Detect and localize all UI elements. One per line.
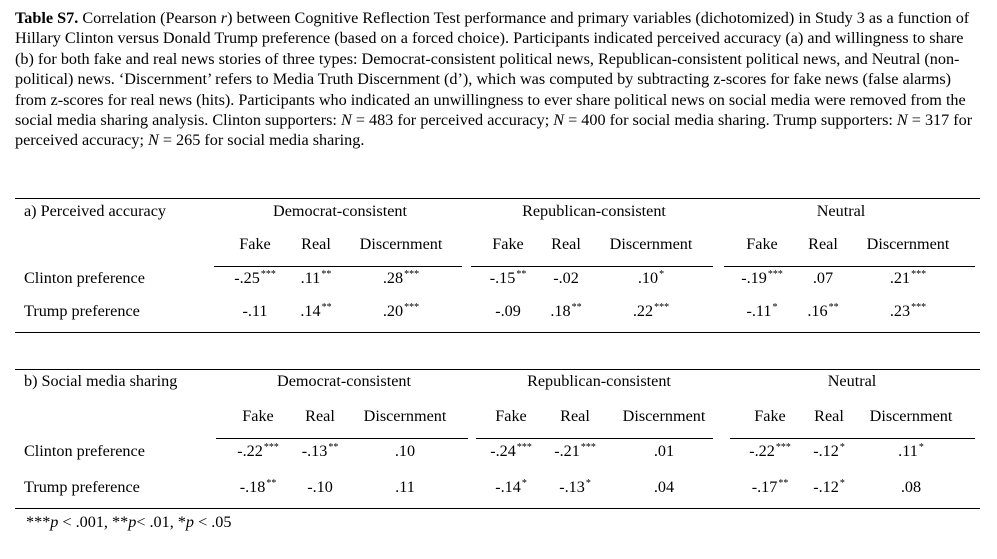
correlation-value: .07 <box>812 269 834 287</box>
correlation-value: -.12 <box>813 442 839 460</box>
correlation-value: .11 <box>395 478 415 496</box>
group-header: Democrat-consistent <box>277 372 411 390</box>
significance-stars: *** <box>404 302 420 313</box>
column-header-discernment: Discernment <box>869 407 953 425</box>
correlation-cell <box>741 268 783 288</box>
significance-stars: *** <box>767 269 783 280</box>
column-header-real: Real <box>551 235 581 253</box>
correlation-value: .10 <box>637 269 659 287</box>
correlation-cell <box>242 301 267 321</box>
correlation-cell <box>490 268 527 288</box>
correlation-value: -.22 <box>237 442 263 460</box>
significance-stars: *** <box>404 269 420 280</box>
correlation-value: -.09 <box>495 302 521 320</box>
significance-stars: ** <box>321 302 332 313</box>
correlation-cell <box>890 268 926 288</box>
table-label: Table S7. <box>15 9 79 27</box>
correlation-value: -.11 <box>746 302 772 320</box>
correlation-cell <box>749 441 791 461</box>
correlation-value: .14 <box>300 302 321 320</box>
correlation-value: .18 <box>550 302 571 320</box>
group-row-rule <box>214 266 462 267</box>
correlation-cell <box>383 301 419 321</box>
significance-stars: * <box>585 478 591 489</box>
column-header-discernment: Discernment <box>359 235 443 253</box>
correlation-cell <box>395 477 415 497</box>
significance-stars: * <box>839 478 845 489</box>
correlation-cell <box>813 441 845 461</box>
correlation-value: .21 <box>889 269 911 287</box>
column-header-real: Real <box>814 407 844 425</box>
correlation-cell <box>654 477 674 497</box>
significance-stars: ** <box>516 269 527 280</box>
column-header-discernment: Discernment <box>609 235 693 253</box>
column-header-discernment: Discernment <box>363 407 447 425</box>
correlation-cell <box>300 301 331 321</box>
correlation-value: -.13 <box>559 478 585 496</box>
correlation-cell <box>638 268 664 288</box>
correlation-value: .20 <box>382 302 404 320</box>
correlation-cell <box>490 441 532 461</box>
group-row-rule <box>216 438 468 439</box>
correlation-cell <box>550 301 581 321</box>
correlation-value: -.19 <box>741 269 767 287</box>
section-top-rule <box>15 369 980 370</box>
significance-stars: *** <box>654 302 670 313</box>
column-header-discernment: Discernment <box>622 407 706 425</box>
row-label: Clinton preference <box>24 269 145 287</box>
significance-stars: * <box>659 269 665 280</box>
group-header: Neutral <box>816 202 866 220</box>
correlation-value: -.12 <box>813 478 839 496</box>
column-header-fake: Fake <box>495 407 527 425</box>
correlation-cell <box>302 441 339 461</box>
correlation-value: -.14 <box>495 478 521 496</box>
correlation-cell <box>240 477 277 497</box>
section-top-rule <box>15 198 980 199</box>
column-header-fake: Fake <box>239 235 271 253</box>
column-header-real: Real <box>301 235 331 253</box>
column-header-real: Real <box>305 407 335 425</box>
group-row-rule <box>730 438 975 439</box>
correlation-value: .28 <box>382 269 404 287</box>
correlation-cell <box>237 441 279 461</box>
correlation-cell <box>898 441 924 461</box>
correlation-cell <box>813 477 845 497</box>
section-bottom-rule <box>15 508 980 509</box>
column-header-fake: Fake <box>746 235 778 253</box>
correlation-cell <box>559 477 591 497</box>
correlation-cell <box>654 441 674 461</box>
correlation-cell <box>890 301 926 321</box>
correlation-cell <box>301 268 332 288</box>
group-row-rule <box>476 438 713 439</box>
significance-stars: ** <box>266 478 277 489</box>
correlation-cell <box>813 268 833 288</box>
correlation-cell <box>495 301 521 321</box>
correlation-value: .16 <box>807 302 828 320</box>
correlation-value: -.24 <box>490 442 516 460</box>
column-header-real: Real <box>808 235 838 253</box>
correlation-value: -.18 <box>239 478 266 496</box>
significance-stars: *** <box>263 442 279 453</box>
correlation-cell <box>234 268 276 288</box>
correlation-value: -.25 <box>234 269 260 287</box>
correlation-value: .11 <box>300 269 321 287</box>
row-label: Trump preference <box>24 302 140 320</box>
correlation-cell <box>495 477 527 497</box>
group-header: Democrat-consistent <box>273 202 407 220</box>
correlation-value: -.10 <box>307 478 333 496</box>
significance-stars: *** <box>775 442 791 453</box>
correlation-cell <box>383 268 419 288</box>
column-header-fake: Fake <box>754 407 786 425</box>
correlation-value: -.15 <box>489 269 516 287</box>
correlation-value: -.21 <box>554 442 580 460</box>
table-caption: Table S7. Correlation (Pearson r) between Cognitive Reflection Test performance and primary variables (dichotomized) in Study 3 as a function of Hillary Clinton versus Donald Trump preference (based on a forced choice). Participants indicated perceived accuracy (a) and willingness to share (b) for both fake and real news stories of three types: Democrat-consistent political news, Republican-consistent political news, and Neutral (non-political) news. ‘Discernment’ refers to Media Truth Discernment (d’), which was computed by subtracting z-scores for fake news (false alarms) from z-scores for real news (hits). Participants who indicated an unwillingness to ever share political news on social media were removed from the social media sharing analysis. Clinton supporters: N = 483 for perceived accuracy; N = 400 for social media sharing. Trump supporters: N = 317 for perceived accuracy; N = 265 for social media sharing. <box>15 9 973 150</box>
column-header-discernment: Discernment <box>866 235 950 253</box>
group-header: Republican-consistent <box>527 372 671 390</box>
correlation-cell <box>307 477 333 497</box>
correlation-value: -.11 <box>242 302 268 320</box>
group-header: Republican-consistent <box>522 202 666 220</box>
row-label: Clinton preference <box>24 442 145 460</box>
significance-stars: ** <box>571 302 582 313</box>
correlation-cell <box>553 268 579 288</box>
correlation-cell <box>752 477 789 497</box>
significance-stars: ** <box>328 442 339 453</box>
significance-stars: * <box>839 442 845 453</box>
correlation-cell <box>807 301 838 321</box>
section-bottom-rule <box>15 332 980 333</box>
group-row-rule <box>724 266 975 267</box>
section-title: a) Perceived accuracy <box>24 202 166 220</box>
correlation-cell <box>633 301 669 321</box>
correlation-value: .10 <box>394 442 416 460</box>
significance-stars: ** <box>321 269 332 280</box>
correlation-value: .08 <box>900 478 922 496</box>
correlation-cell <box>554 441 596 461</box>
significance-stars: *** <box>911 302 927 313</box>
correlation-value: .22 <box>632 302 654 320</box>
correlation-cell <box>395 441 415 461</box>
section-title: b) Social media sharing <box>24 372 178 390</box>
significance-stars: ** <box>778 478 789 489</box>
correlation-value: -.17 <box>751 478 778 496</box>
group-header: Neutral <box>827 372 877 390</box>
significance-stars: * <box>918 442 924 453</box>
significance-stars: *** <box>580 442 596 453</box>
correlation-value: -.13 <box>301 442 328 460</box>
column-header-real: Real <box>560 407 590 425</box>
significance-stars: *** <box>911 269 927 280</box>
correlation-cell <box>746 301 777 321</box>
significance-footnote: ***p < .001, **p< .01, *p < .05 <box>26 513 232 531</box>
correlation-value: -.22 <box>749 442 775 460</box>
correlation-value: .04 <box>653 478 675 496</box>
column-header-fake: Fake <box>242 407 274 425</box>
correlation-value: .23 <box>889 302 911 320</box>
correlation-value: .11 <box>898 442 918 460</box>
column-header-fake: Fake <box>492 235 524 253</box>
correlation-value: .01 <box>653 442 675 460</box>
significance-stars: ** <box>828 302 839 313</box>
significance-stars: * <box>772 302 778 313</box>
row-label: Trump preference <box>24 478 140 496</box>
significance-stars: *** <box>260 269 276 280</box>
significance-stars: * <box>521 478 527 489</box>
group-row-rule <box>471 266 713 267</box>
significance-stars: *** <box>516 442 532 453</box>
correlation-value: -.02 <box>553 269 579 287</box>
correlation-cell <box>901 477 921 497</box>
